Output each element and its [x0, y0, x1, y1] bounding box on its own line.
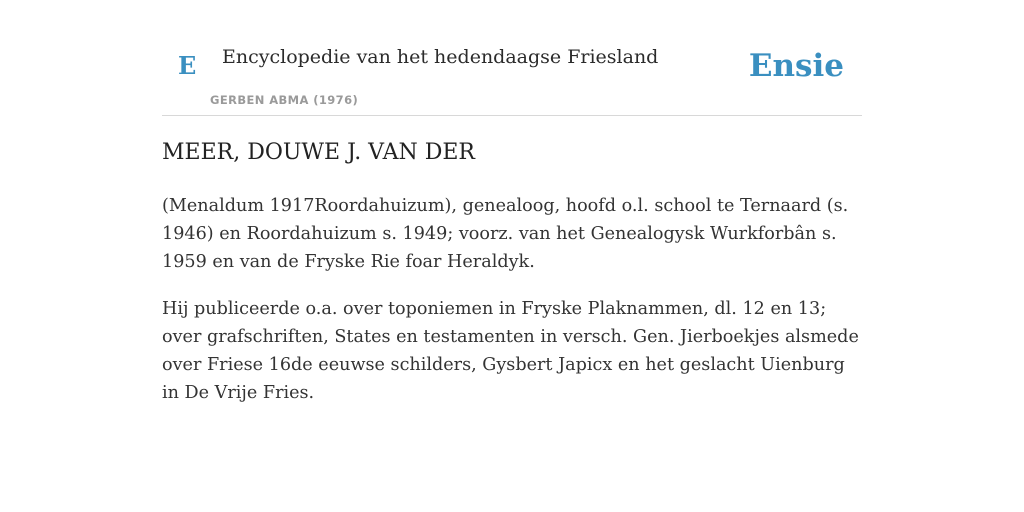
ensie-logo[interactable]: Ensie — [748, 48, 844, 84]
entry-paragraph: Hij publiceerde o.a. over toponiemen in Fryske Plaknammen, dl. 12 en 13; over grafschriften, States en testamenten in versch. Gen. Jierboekjes alsmede over Friese 16de eeuwse schilders, Gysbert Japicx en het geslacht Uienburg in De Vrije Fries. — [162, 299, 859, 403]
entry-title: MEER, DOUWE J. VAN DER — [162, 140, 475, 165]
entry-paragraph: (Menaldum 1917Roordahuizum), genealoog, hoofd o.l. school te Ternaard (s. 1946) en Roordahuizum s. 1949; voorz. van het Genealogysk Wurkforbân s. 1959 en van de Fryske Rie foar Heraldyk. — [162, 196, 849, 272]
book-author: GERBEN ABMA (1976) — [210, 93, 359, 107]
header — [162, 0, 862, 116]
book-title-link[interactable]: Encyclopedie van het hedendaagse Friesland — [222, 46, 659, 68]
encyclopedia-logo[interactable]: E — [178, 51, 197, 80]
page — [162, 0, 862, 403]
